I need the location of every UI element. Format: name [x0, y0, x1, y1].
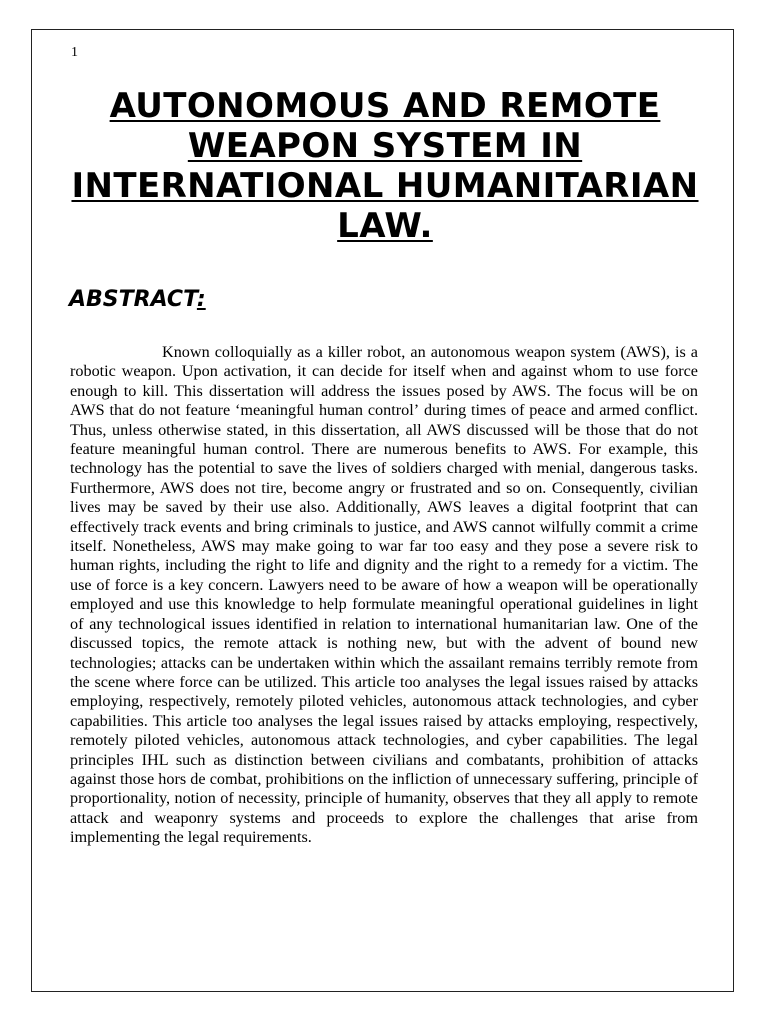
page-number: 1	[71, 45, 78, 60]
abstract-body: Known colloquially as a killer robot, an autonomous weapon system (AWS), is a robotic weapon. Upon activation, it can decide for itself when and against whom to use force enough to kill. This dissertation will address the issues posed by AWS. The focus will be on AWS that do not feature ʻmeaningful human controlʼ during times of peace and armed conflict. Thus, unless otherwise stated, in this dissertation, all AWS discussed will be those that do not feature meaningful human control. There are numerous benefits to AWS. For example, this technology has the potential to save the lives of soldiers charged with menial, dangerous tasks. Furthermore, AWS does not tire, become angry or frustrated and so on. Consequently, civilian lives may be saved by their use also. Additionally, AWS leaves a digital footprint that can effectively track events and bring criminals to justice, and AWS cannot wilfully commit a crime itself. Nonetheless, AWS may make going to war far too easy and they pose a severe risk to human rights, including the right to life and dignity and the right to a remedy for a victim. The use of force is a key concern. Lawyers need to be aware of how a weapon will be operationally employed and use this knowledge to help formulate meaningful operational guidelines in light of any technological issues identified in relation to international humanitarian law. One of the discussed topics, the remote attack is nothing new, but with the advent of bound new technologies; attacks can be undertaken within which the assailant remains terribly remote from the scene where force can be utilized. This article too analyses the legal issues raised by attacks employing, respectively, remotely piloted vehicles, autonomous attack technologies, and cyber capabilities. This article too analyses the legal issues raised by attacks employing, respectively, remotely piloted vehicles, autonomous attack technologies, and cyber capabilities. The legal principles IHL such as distinction between civilians and combatants, prohibition of attacks against those hors de combat, prohibitions on the infliction of unnecessary suffering, principle of proportionality, notion of necessity, principle of humanity, observes that they all apply to remote attack and weaponry systems and proceeds to explore the challenges that arise from implementing the legal requirements.	[70, 343, 698, 847]
document-title: AUTONOMOUS AND REMOTE WEAPON SYSTEM IN INTERNATIONAL HUMANITARIAN LAW.	[71, 86, 699, 246]
abstract-heading-label: ABSTRACT	[69, 287, 197, 312]
abstract-heading-colon: :	[196, 287, 206, 312]
document-page	[31, 29, 734, 992]
abstract-heading	[69, 287, 206, 313]
